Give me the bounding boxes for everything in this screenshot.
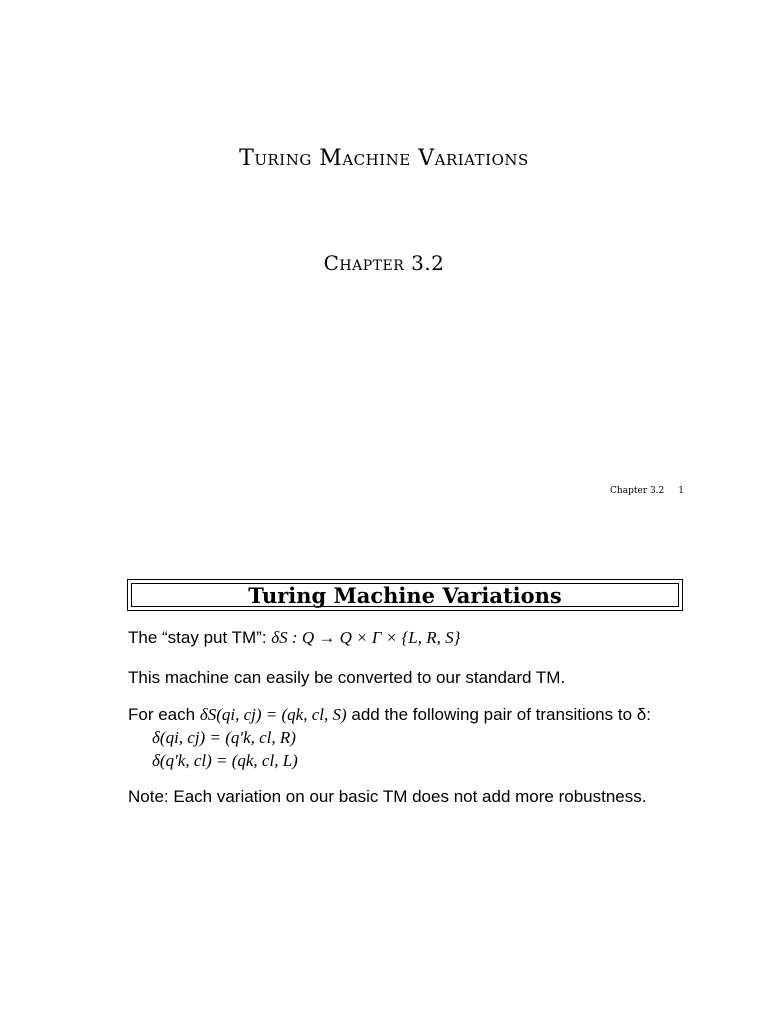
slide-footer: [610, 486, 684, 496]
robustness-note: Note: Each variation on our basic TM does not add more robustness.: [128, 787, 647, 806]
for-each-suffix: add the following pair of transitions to δ:: [346, 705, 651, 724]
slide-title-inner-frame: [131, 583, 679, 607]
conversion-statement: This machine can easily be converted to our standard TM.: [128, 668, 566, 687]
stay-put-label: The “stay put TM”:: [128, 628, 272, 647]
stay-put-formula: δS : Q → Q × Γ × {L, R, S}: [271, 628, 461, 647]
transition-2: δ(q′k, cl) = (qk, cl, L): [152, 751, 298, 770]
transition-1: δ(qi, cj) = (q′k, cl, R): [152, 728, 296, 747]
footer-page-number: 1: [678, 486, 684, 496]
page-title: Turing Machine Variations: [239, 146, 529, 171]
footer-chapter: Chapter 3.2: [610, 486, 665, 496]
for-each-statement: [128, 705, 651, 725]
for-each-formula: δS(qi, cj) = (qk, cl, S): [199, 705, 347, 724]
slide-title: Turing Machine Variations: [248, 582, 562, 608]
slide-title-frame: [127, 579, 683, 611]
chapter-heading: Chapter 3.2: [323, 251, 445, 275]
for-each-prefix: For each: [128, 705, 200, 724]
stay-put-definition: [128, 628, 460, 648]
